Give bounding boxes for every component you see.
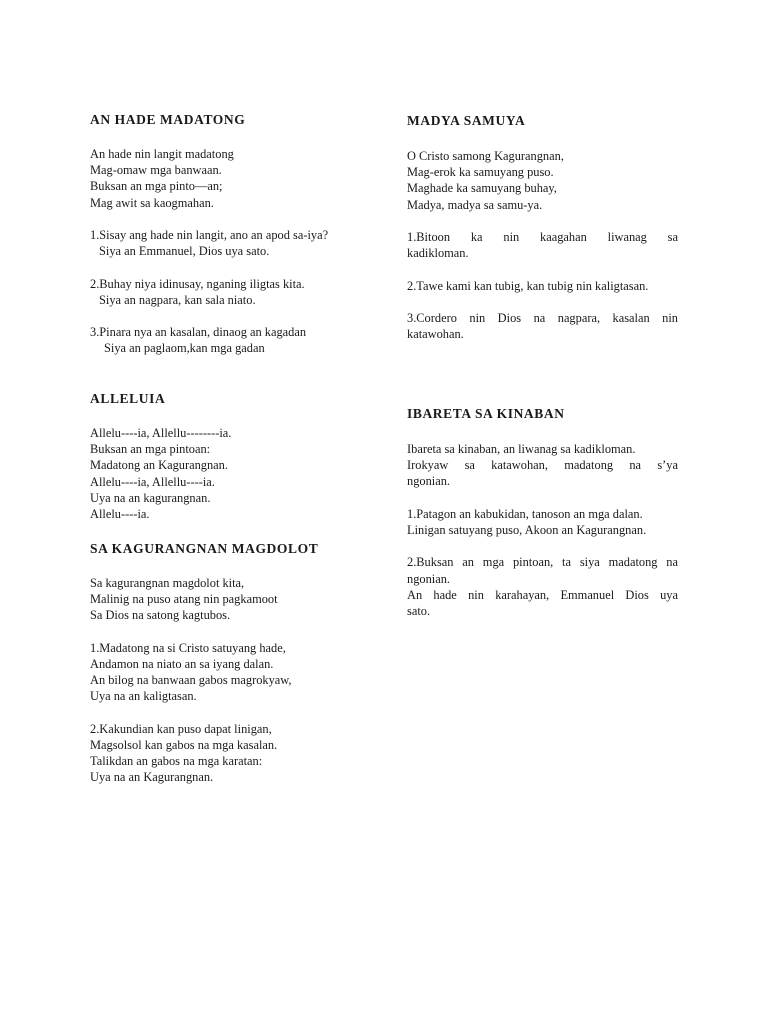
lyric-line: ngonian. [407, 571, 451, 586]
song-title: IBARETA SA KINABAN [407, 406, 565, 421]
lyric-line: Buksan an mga pinto—an; [90, 179, 223, 194]
lyric-line: Irokyaw sa katawohan, madatong na s’ya [407, 458, 678, 473]
lyric-line: Linigan satuyang puso, Akoon an Kagurangnan. [407, 523, 647, 537]
lyric-line: Mag-erok ka samuyang puso. [407, 165, 554, 180]
lyric-line: Andamon na niato an sa iyang dalan. [90, 657, 274, 671]
lyric-line: 3.Pinara nya an kasalan, dinaog an kagadan [90, 325, 307, 340]
lyric-line: Madya, madya sa samu-ya. [407, 197, 543, 212]
lyric-line: Siya an Emmanuel, Dios uya sato. [99, 244, 270, 259]
lyric-line: An hade nin karahayan, Emmanuel Dios uya [407, 587, 678, 602]
lyric-line: O Cristo samong Kagurangnan, [407, 149, 564, 163]
lyric-line: Mag awit sa kaogmahan. [90, 195, 214, 210]
lyric-line: Siya an paglaom,kan mga gadan [104, 341, 265, 356]
lyric-line: Ibareta sa kinaban, an liwanag sa kadikloman. [407, 442, 636, 456]
lyric-line: 1.Madatong na si Cristo satuyang hade, [90, 640, 286, 655]
song-ibareta-sa-kinaban [407, 406, 678, 619]
lyric-line: 3.Cordero nin Dios na nagpara, kasalan nin [407, 310, 678, 325]
song-sa-kagurangnan-magdolot [90, 541, 380, 786]
lyric-line: Allelu----ia, Allellu----ia. [90, 474, 215, 489]
lyric-line: Uya na an kaligtasan. [90, 689, 197, 704]
song-title: AN HADE MADATONG [90, 112, 246, 127]
song-title: MADYA SAMUYA [407, 113, 526, 128]
lyric-line: 2.Buhay niya idinusay, nganing iligtas kita. [90, 276, 305, 291]
lyric-line: 1.Sisay ang hade nin langit, ano an apod sa-iya? [90, 228, 329, 242]
lyric-line: katawohan. [407, 327, 464, 342]
song-alleluia [90, 391, 380, 522]
lyric-line: Malinig na puso atang nin pagkamoot [90, 592, 278, 607]
lyric-line: 2.Tawe kami kan tubig, kan tubig nin kaligtasan. [407, 278, 649, 293]
song-title: ALLELUIA [90, 391, 166, 406]
lyric-line: An bilog na banwaan gabos magrokyaw, [90, 673, 292, 688]
lyric-line: Buksan an mga pintoan: [90, 442, 211, 457]
lyric-line: Siya an nagpara, kan sala niato. [99, 292, 256, 307]
lyric-line: Magsolsol kan gabos na mga kasalan. [90, 738, 278, 752]
song-lyrics [90, 575, 380, 786]
song-madya-samuya [407, 113, 678, 342]
lyric-line: Talikdan an gabos na mga karatan: [90, 754, 263, 769]
song-lyrics [90, 425, 380, 522]
lyric-line: 2.Buksan an mga pintoan, ta siya madatong na [407, 555, 678, 570]
lyric-line: 1.Bitoon ka nin kaagahan liwanag sa [407, 230, 678, 244]
song-an-hade-madatong [90, 112, 380, 357]
lyric-line: Sa Dios na satong kagtubos. [90, 608, 231, 623]
song-title: SA KAGURANGNAN MAGDOLOT [90, 541, 319, 556]
lyric-line: Allelu----ia. [90, 507, 150, 522]
lyric-line: 2.Kakundian kan puso dapat linigan, [90, 721, 272, 736]
song-lyrics [90, 146, 380, 357]
lyric-line: Madatong an Kagurangnan. [90, 458, 228, 473]
lyric-line: Mag-omaw mga banwaan. [90, 163, 222, 178]
lyric-line: Maghade ka samuyang buhay, [407, 181, 557, 196]
lyric-line: Allelu----ia, Allellu--------ia. [90, 426, 232, 440]
lyric-line: ngonian. [407, 474, 451, 489]
lyric-line: Uya na an Kagurangnan. [90, 770, 214, 785]
lyric-line: An hade nin langit madatong [90, 147, 234, 161]
lyric-line: 1.Patagon an kabukidan, tanoson an mga dalan. [407, 506, 643, 521]
lyric-line: Uya na an kagurangnan. [90, 490, 211, 505]
song-lyrics [407, 441, 678, 619]
lyric-line: Sa kagurangnan magdolot kita, [90, 576, 245, 590]
song-lyrics [407, 148, 678, 342]
lyric-line: sato. [407, 604, 431, 618]
lyric-line: kadikloman. [407, 246, 469, 261]
